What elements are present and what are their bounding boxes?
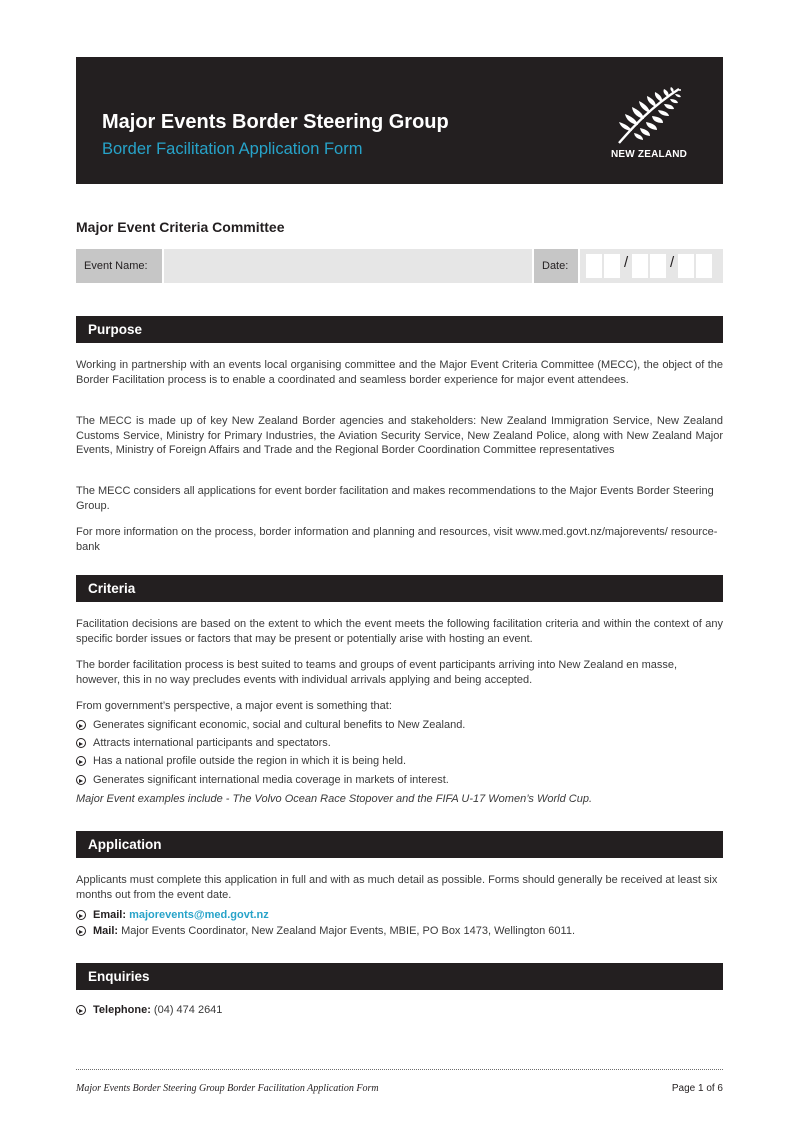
enquiries-heading: Enquiries bbox=[76, 963, 723, 990]
purpose-paragraph-2: The MECC is made up of key New Zealand Border agencies and stakeholders: New Zealand Immigration Service, New Zealand Customs Service, Ministry for Primary Industries, the Aviation Security Service, New Zealand Police, along with New Zealand Major Events, Ministry of Foreign Affairs and Trade and the Regional Border Coordination Committee representatives bbox=[76, 415, 723, 456]
criteria-paragraph-2: The border facilitation process is best suited to teams and groups of event participants arriving into New Zealand en masse, however, this in no way precludes events with individual arrivals applying and being accepted. bbox=[76, 659, 678, 686]
criteria-paragraph-1: Facilitation decisions are based on the extent to which the event meets the following facilitation criteria and within the context of any specific border issues or factors that may be present or potentially arise with hosting an event. bbox=[76, 618, 723, 645]
document-subtitle: Border Facilitation Application Form bbox=[102, 140, 363, 158]
logo-text: NEW ZEALAND bbox=[611, 149, 688, 160]
criteria-paragraph-3: From government’s perspective, a major event is something that: bbox=[76, 700, 392, 712]
new-zealand-logo bbox=[608, 87, 698, 161]
date-separator-2: / bbox=[670, 254, 675, 271]
criteria-examples: Major Event examples include - The Volvo Ocean Race Stopover and the FIFA U-17 Women’s World Cup. bbox=[76, 793, 593, 805]
document-title: Major Events Border Steering Group bbox=[102, 111, 449, 133]
date-separator-1: / bbox=[624, 254, 629, 271]
arrow-circle-icon bbox=[76, 910, 86, 920]
event-name-field[interactable] bbox=[164, 249, 532, 283]
criteria-bullet bbox=[76, 718, 723, 732]
date-field[interactable] bbox=[580, 249, 723, 283]
email-label: Email: bbox=[93, 909, 127, 921]
telephone-label: Telephone: bbox=[93, 1004, 151, 1016]
email-link[interactable]: majorevents@med.govt.nz bbox=[129, 909, 269, 921]
document-header bbox=[76, 57, 723, 184]
arrow-circle-icon bbox=[76, 1005, 86, 1015]
date-label: Date: bbox=[534, 249, 578, 283]
criteria-bullet-text: Has a national profile outside the region in which it is being held. bbox=[93, 755, 407, 767]
event-name-label: Event Name: bbox=[76, 249, 162, 283]
purpose-paragraph-1: Working in partnership with an events local organising committee and the Major Event Criteria Committee (MECC), the object of the Border Facilitation process is to enable a coordinated and seamless border experience for major event attendees. bbox=[76, 359, 723, 386]
purpose-paragraph-3: The MECC considers all applications for event border facilitation and makes recommendations to the Major Events Border Steering Group. bbox=[76, 485, 714, 512]
criteria-bullet bbox=[76, 736, 723, 750]
criteria-bullet bbox=[76, 754, 723, 768]
telephone-number: (04) 474 2641 bbox=[153, 1004, 223, 1016]
date-day-box-1[interactable] bbox=[586, 254, 602, 278]
purpose-paragraph-4: For more information on the process, border information and planning and resources, visit www.med.govt.nz/majorevents/ resource-bank bbox=[76, 526, 718, 553]
footer-page-number: Page 1 of 6 bbox=[671, 1083, 723, 1094]
event-details-row bbox=[76, 249, 723, 283]
email-line bbox=[76, 908, 723, 922]
criteria-bullet-text: Attracts international participants and spectators. bbox=[93, 737, 331, 749]
mail-address: Major Events Coordinator, New Zealand Major Events, MBIE, PO Box 1473, Wellington 6011. bbox=[121, 925, 575, 937]
arrow-circle-icon bbox=[76, 756, 86, 766]
date-day-box-2[interactable] bbox=[604, 254, 620, 278]
date-month-box-2[interactable] bbox=[650, 254, 666, 278]
arrow-circle-icon bbox=[76, 775, 86, 785]
committee-heading: Major Event Criteria Committee bbox=[76, 219, 285, 235]
arrow-circle-icon bbox=[76, 738, 86, 748]
mail-line bbox=[76, 924, 723, 938]
arrow-circle-icon bbox=[76, 720, 86, 730]
footer-document-name: Major Events Border Steering Group Border Facilitation Application Form bbox=[76, 1083, 379, 1094]
arrow-circle-icon bbox=[76, 926, 86, 936]
footer-divider bbox=[76, 1069, 723, 1070]
application-paragraph: Applicants must complete this application in full and with as much detail as possible. Forms should generally be received at least six months out from the event date. bbox=[76, 874, 718, 901]
criteria-bullet-text: Generates significant international media coverage in markets of interest. bbox=[93, 774, 449, 786]
silver-fern-icon bbox=[611, 87, 683, 145]
criteria-bullet-text: Generates significant economic, social and cultural benefits to New Zealand. bbox=[93, 719, 466, 731]
telephone-line bbox=[76, 1003, 723, 1017]
date-month-box-1[interactable] bbox=[632, 254, 648, 278]
mail-label: Mail: bbox=[93, 925, 119, 937]
criteria-heading: Criteria bbox=[76, 575, 723, 602]
criteria-bullet bbox=[76, 773, 723, 787]
application-heading: Application bbox=[76, 831, 723, 858]
date-year-box-1[interactable] bbox=[678, 254, 694, 278]
date-year-box-2[interactable] bbox=[696, 254, 712, 278]
purpose-heading: Purpose bbox=[76, 316, 723, 343]
